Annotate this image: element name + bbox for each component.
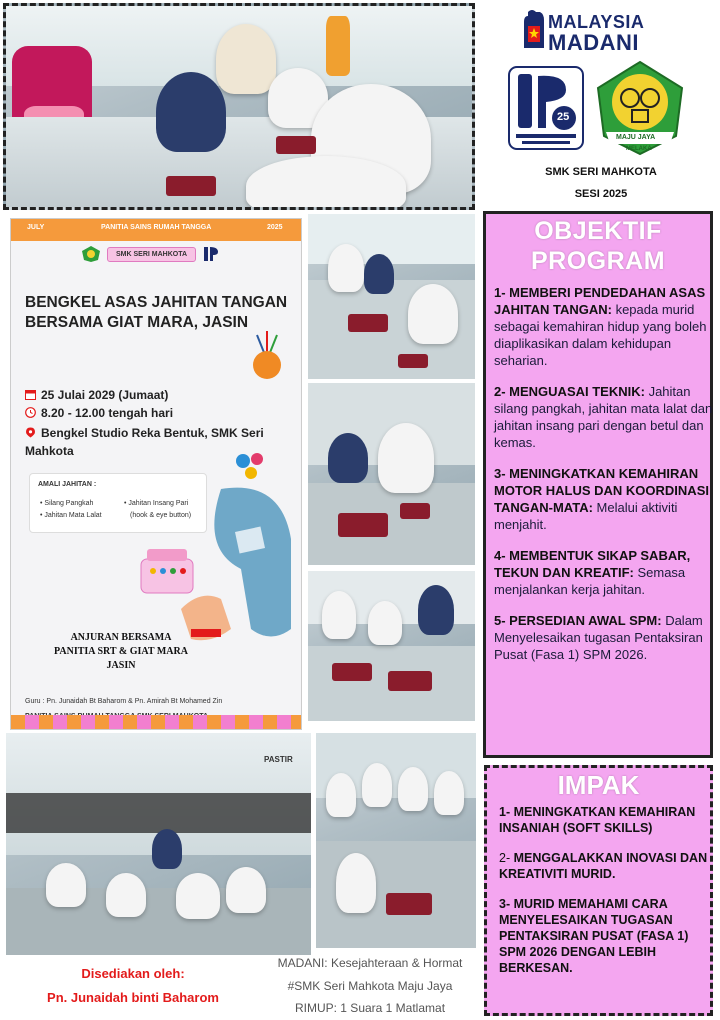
objective-item xyxy=(494,612,714,663)
objective-heading: 5- PERSEDIAN AWAL SPM: xyxy=(494,613,662,628)
brand-line-2: MADANI xyxy=(548,30,639,55)
impact-item-2-prefix: 2- xyxy=(499,851,514,865)
poster-panel-name: PANITIA SAINS RUMAH TANGGA xyxy=(101,224,212,231)
objective-body: Semasa menjalankan kerja jahitan. xyxy=(494,565,686,597)
event-poster xyxy=(10,218,302,730)
poster-year: 2025 xyxy=(267,224,283,231)
objective-item xyxy=(494,383,714,451)
location-pin-icon xyxy=(25,427,36,438)
objective-item xyxy=(494,465,714,533)
poster-organiser-3: JASIN xyxy=(106,660,136,671)
prepared-by-name: Pn. Junaidah binti Baharom xyxy=(47,990,219,1005)
tagline-madani: MADANI: Kesejahteraan & Hormat xyxy=(277,956,463,970)
brand-line-1: MALAYSIA xyxy=(548,12,645,32)
calendar-icon xyxy=(25,389,36,400)
objective-heading: 2- MENGUASAI TEKNIK: xyxy=(494,384,645,399)
amali-item: • Silang Pangkah xyxy=(40,500,94,507)
sewing-buttons-icon xyxy=(233,451,267,481)
poster-tp25-icon xyxy=(202,245,220,263)
school-name: SMK SERI MAHKOTA xyxy=(545,166,657,178)
objectives-title-2: PROGRAM xyxy=(530,247,666,275)
pincushion-icon xyxy=(247,331,287,381)
objectives-panel xyxy=(483,211,713,758)
objective-heading: 1- MEMBERI PENDEDAHAN ASAS JAHITAN TANGAN: xyxy=(494,285,706,317)
poster-month: JULY xyxy=(27,224,45,231)
madani-hand-icon xyxy=(520,8,548,52)
photo-classroom xyxy=(6,733,311,955)
school-session: SESI 2025 xyxy=(574,188,628,200)
objective-heading: 4- MEMBENTUK SIKAP SABAR, TEKUN DAN KREATIF: xyxy=(494,548,691,580)
poster-time-row xyxy=(25,406,173,420)
poster-event-title: BENGKEL ASAS JAHITAN TANGAN BERSAMA GIAT MARA, JASIN xyxy=(25,294,288,331)
poster-top-bar xyxy=(11,219,301,241)
poster-venue: Bengkel Studio Reka Bentuk, SMK Seri Mahkota xyxy=(25,426,264,458)
poster-organiser-1: ANJURAN BERSAMA xyxy=(70,632,172,643)
photo-workshop-3 xyxy=(308,571,475,721)
poster-teachers: Guru : Pn. Junaidah Bt Baharom & Pn. Amirah Bt Mohamed Zin xyxy=(25,698,223,705)
objective-heading: 3- MENINGKATKAN KEMAHIRAN MOTOR HALUS DAN KOORDINASI TANGAN-MATA: xyxy=(494,466,709,515)
amali-item: • Jahitan Mata Lalat xyxy=(40,512,102,519)
clock-icon xyxy=(25,407,36,418)
objective-body: Jahitan silang pangkah, jahitan mata lalat dan jahitan insang pari dengan betul dan kemas. xyxy=(494,384,713,450)
tagline-rimup: RIMUP: 1 Suara 1 Matlamat xyxy=(294,1001,446,1015)
photo-workshop-2 xyxy=(308,383,475,565)
crest-state: MELAKA xyxy=(626,146,652,152)
photo-workshop-1 xyxy=(308,214,475,379)
poster-time: 8.20 - 12.00 tengah hari xyxy=(41,406,174,420)
objective-item xyxy=(494,547,714,598)
impact-item-3: 3- MURID MEMAHAMI CARA MENYELESAIKAN TUGASAN PENTAKSIRAN PUSAT (FASA 1) SPM 2026 DENGAN LEBIH BERKESAN. xyxy=(499,897,689,975)
poster-date-row xyxy=(25,388,168,402)
poster-organiser-2: PANITIA SRT & GIAT MARA xyxy=(54,646,188,657)
impact-item-2 xyxy=(499,850,709,882)
amali-title: AMALI JAHITAN : xyxy=(38,481,97,488)
tp25-logo xyxy=(508,66,584,150)
impact-title: IMPAK xyxy=(557,770,640,800)
amali-item: • Jahitan Insang Pari xyxy=(124,500,189,507)
poster-crest-icon xyxy=(81,245,101,263)
objective-body: Melalui aktiviti menjahit. xyxy=(494,500,678,532)
school-crest-logo xyxy=(592,58,688,158)
prepared-by-label: Disediakan oleh: xyxy=(81,966,185,981)
tagline-hashtag: #SMK Seri Mahkota Maju Jaya xyxy=(287,979,453,993)
fabric-hand-illustration xyxy=(181,479,301,649)
photo-sewing-class-main xyxy=(3,3,475,210)
poster-school-tab: SMK SERI MAHKOTA xyxy=(107,247,196,262)
crest-motto: MAJU JAYA xyxy=(616,134,656,141)
objective-body: Dalam Menyelesaikan tugasan Pentaksiran Pusat (Fasa 1) SPM 2026. xyxy=(494,613,703,662)
objective-item xyxy=(494,284,714,369)
impact-panel xyxy=(484,765,713,1016)
sewing-box-icon xyxy=(139,545,195,595)
impact-item-2-text: MENGGALAKKAN INOVASI DAN KREATIVITI MURID. xyxy=(499,851,708,881)
objectives-title-1: OBJEKTIF xyxy=(534,217,662,245)
photo-students-group xyxy=(316,733,476,948)
classroom-sign: PASTIR xyxy=(264,755,293,764)
tp25-number: 25 xyxy=(557,111,570,123)
objective-body: kepada murid sebagai kemahiran hidup yang boleh diaplikasikan dalam kehidupan seharian. xyxy=(494,302,707,368)
amali-item: (hook & eye button) xyxy=(130,512,192,519)
impact-item-1: 1- MENINGKATKAN KEMAHIRAN INSANIAH (SOFT SKILLS) xyxy=(499,805,696,835)
poster-date: 25 Julai 2029 (Jumaat) xyxy=(41,388,169,402)
poster-stripe-border xyxy=(11,715,301,729)
